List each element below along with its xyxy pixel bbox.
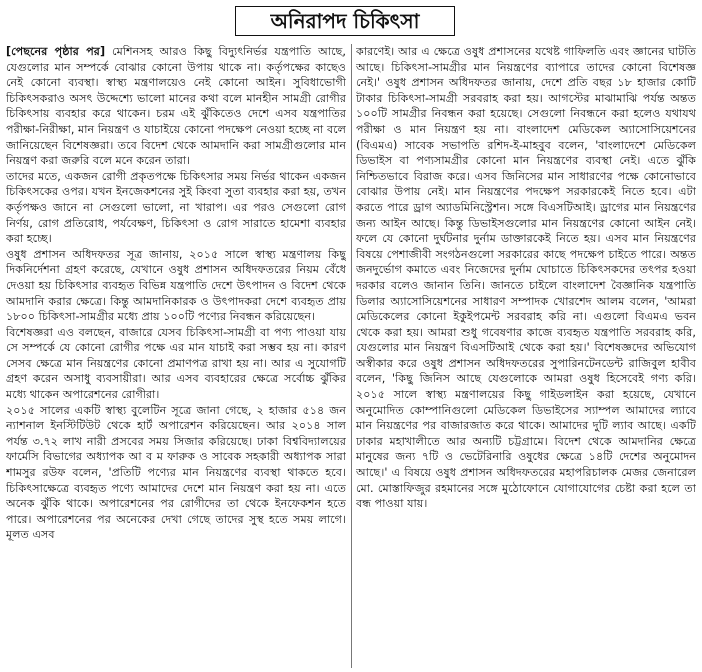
paragraph-text: মেশিনসহ আরও কিছু বিদ্যুৎনির্ভর যন্ত্রপাতি আছে, যেগুলোর মান সম্পর্কে বোঝার কোনো উপায় থাকে না। কর্তৃপক্ষের কাছেও নেই কোনো ব্যবস্থা। স্বাস্থ্য মন্ত্রণালয়েও নেই কোনো আইন। সুবিধাভোগী চিকিৎসকরাও অসৎ উদ্দেশ্যে ভালো মানের কথা বলে মানহীন সামগ্রী রোগীর চিকিৎসায় ব্যবহার করে থাকেন। চরম এই ঝুঁকিতেও দেশে এসব যন্ত্রপাতির পরীক্ষা-নিরীক্ষা, মান নিয়ন্ত্রণ ও যাচাইয়ে কোনো পদক্ষেপ নেওয়া হচ্ছে না বলে জানিয়েছেন বিশেষজ্ঞরা। তবে বিদেশ থেকে আমদানি করা সামগ্রীগুলোর মান নিয়ন্ত্রণ করা জরুরি বলে মনে করেন তারা। (6, 45, 346, 168)
right-column (356, 44, 696, 668)
paragraph: কারণেই। আর এ ক্ষেত্রে ওষুধ প্রশাসনের যথেষ্ট গাফিলতি এবং জ্ঞানের ঘাটতি আছে। চিকিৎসা-সামগ্রীর মান নিয়ন্ত্রণের ব্যাপারে তাদের কোনো বিশেষজ্ঞ নেই।' ওষুধ প্রশাসন অধিদফতর জানায়, দেশে প্রতি বছর ১৮ হাজার কোটি টাকার চিকিৎসা-সামগ্রী সরবরাহ করা হয়। আগস্টের মাঝামাঝি পর্যন্ত অন্তত ১০০টি সামগ্রীর নিবন্ধন করা হয়েছে। সেগুলো নিবন্ধনে করা হলেও যথাযথ পরীক্ষা ও মান নিয়ন্ত্রণ হয় না। বাংলাদেশ মেডিকেল অ্যাসোসিয়েশনের (বিএমএ) সাবেক সভাপতি রশিদ-ই-মাহবুব বলেন, 'বাংলাদেশে মেডিকেল ডিভাইস বা পণ্যসামগ্রীর কোনো মান নিয়ন্ত্রণের ব্যবস্থা নেই। এতে ঝুঁকি নিশ্চিতভাবে বিরাজ করে। এসব জিনিসের মান সাধারণের পক্ষে কোনোভাবে বোঝার উপায় নেই। মান নিয়ন্ত্রণের পদক্ষেপ সরকারকেই নিতে হবে। এটা করতে পারে ড্রাগ অ্যাডমিনিস্ট্রেশন। সঙ্গে বিএসটিআই। ড্রাগের মান নিয়ন্ত্রণের জন্য আইন আছে। কিন্তু ডিভাইসগুলোর মান নিয়ন্ত্রণের কোনো আইন নেই। ফলে যে কোনো দুর্ঘটনার দুর্নাম ডাক্তারকেই নিতে হয়। এসব মান নিয়ন্ত্রণের বিষয়ে পেশাজীবী সংগঠনগুলো সরকারের কাছে পদক্ষেপ চাইতে পারে। অন্তত জনদুর্ভোগ কমাতে এবং নিজেদের দুর্নাম ঘোচাতে চিকিৎসকদের তৎপর হওয়া দরকার বলেও জানান তিনি। জানতে চাইলে বাংলাদেশ বৈজ্ঞানিক যন্ত্রপাতি ডিলার অ্যাসোসিয়েশনের সাধারণ সম্পাদক খোরশেদ আলম বলেন, 'আমরা মেডিকেলের কোনো ইকুইপমেন্ট সরবরাহ করি না। এগুলো বিএমএ ভবন থেকে করা হয়। আমরা শুধু গবেষণার কাজে ব্যবহৃত যন্ত্রপাতি সরবরাহ করি, যেগুলোর মান নিয়ন্ত্রণ বিএসটিআই থেকে করা হয়।' বিশেষজ্ঞদের অভিযোগ অস্বীকার করে ওষুধ প্রশাসন অধিদফতরের সুপারিনটেনডেন্ট রাজিবুল হাবীব বলেন, 'কিছু জিনিস আছে যেগুলোকে আমরা ওষুধ হিসেবেই গণ্য করি। ২০১৫ সালে স্বাস্থ্য মন্ত্রণালয়ের কিছু গাইডলাইন করা হয়েছে, যেখানে অনুমোদিত কোম্পানিগুলো মেডিকেল ডিভাইসের স্যাম্পল আমাদের ল্যাবে মান নিয়ন্ত্রণের পর বাজারজাত করে থাকে। আমাদের দুটি ল্যাব আছে। একটি ঢাকার মহাখালীতে আর অন্যটি চট্টগ্রামে। বিদেশ থেকে আমদানির ক্ষেত্রে মানুষের জন্য ৭টি ও ভেটেরিনারি ওষুধের ক্ষেত্রে ১৪টি দেশের অনুমোদন আছে।' এ বিষয়ে ওষুধ প্রশাসন অধিদফতরের মহাপরিচালক মেজর জেনারেল মো. মোস্তাফিজুর রহমানের সঙ্গে মুঠোফোনে যোগাযোগের চেষ্টা করা হলে তা বন্ধ পাওয়া যায়। (356, 45, 696, 511)
paragraph: তাদের মতে, একজন রোগী প্রকৃতপক্ষে চিকিৎসার সময় নির্ভর থাকেন একজন চিকিৎসকের ওপর। যখন ইনজেকশনের সুই কিংবা সুতা ব্যবহার করা হয়, তখন কর্তৃপক্ষও জানে না সেগুলো ভালো, না খারাপ। এর পরও সেগুলো রোগ নির্ণয়, রোগ প্রতিরোধ, পর্যবেক্ষণ, চিকিৎসা ও রোগ সারাতে হামেশা ব্যবহার করা হচ্ছে। (6, 169, 346, 246)
article-columns (6, 44, 696, 668)
column-divider (351, 44, 352, 668)
left-column (6, 44, 346, 668)
headline: অনিরাপদ চিকিৎসা (235, 6, 455, 36)
paragraph: ২০১৫ সালের একটি স্বাস্থ্য বুলেটিন সূত্রে জানা গেছে, ২ হাজার ৫১৪ জন ন্যাশনাল ইনস্টিটিউট থেকে হার্ট অপারেশন করিয়েছেন। আর ২০১৪ সাল পর্যন্ত ৩.৭২ লাখ নারী প্রসবের সময় সিজার করিয়েছে। ঢাকা বিশ্ববিদ্যালয়ের ফার্মেসি বিভাগের অধ্যাপক আ ব ম ফারুক ও সাবেক সহকারী অধ্যাপক সারা শামসুর রউফ বলেন, 'প্রতিটি পণ্যের মান নিয়ন্ত্রণের ব্যবস্থা থাকতে হবে। চিকিৎসাক্ষেত্রে ব্যবহৃত পণ্যে আমাদের দেশে মান নিয়ন্ত্রণ করা হয় না। এতে অনেক ঝুঁকি থাকে। অপারেশনের পর রোগীদের তা থেকে ইনফেকশন হতে পারে। অপারেশনের পর অনেকের দেখা গেছে তাদের সুস্থ হতে সময় লাগে। মূলত এসব (6, 403, 346, 542)
paragraph: ওষুধ প্রশাসন অধিদফতর সূত্র জানায়, ২০১৫ সালে স্বাস্থ্য মন্ত্রণালয় কিছু দিকনির্দেশনা গ্রহণ করেছে, যেখানে ওষুধ প্রশাসন অধিদফতরের নিয়ম বেঁধে দেওয়া হয় চিকিৎসার ব্যবহৃত বিভিন্ন যন্ত্রপাতি দেশে উৎপাদন ও বিদেশ থেকে আমদানি করার ক্ষেত্রে। কিন্তু আমদানিকারক ও উৎপাদকরা দেশে ব্যবহৃত প্রায় ১৮০০ চিকিৎসা-সামগ্রীর মধ্যে প্রায় ১০০টি পণ্যের নিবন্ধন করিয়েছেন। (6, 247, 346, 324)
paragraph: বিশেষজ্ঞরা এও বলছেন, বাজারে যেসব চিকিৎসা-সামগ্রী বা পণ্য পাওয়া যায় সে সম্পর্কে যে কোনো রোগীর পক্ষে এর মান যাচাই করা সম্ভব হয় না। কারণ সেসব ক্ষেত্রে মান নিয়ন্ত্রণের কোনো প্রমাণপত্র রাখা হয় না। আর এ সুযোগটি গ্রহণ করেন অসাধু ব্যবসায়ীরা। আর এসব ব্যবহারের ক্ষেত্রে সর্বোচ্চ ঝুঁকির মধ্যে থাকেন অপারেশনের রোগীরা। (6, 325, 346, 402)
continued-from-tag: [পেছনের পৃষ্ঠার পর] (6, 45, 106, 58)
paragraph (6, 44, 346, 169)
headline-row (6, 0, 696, 40)
